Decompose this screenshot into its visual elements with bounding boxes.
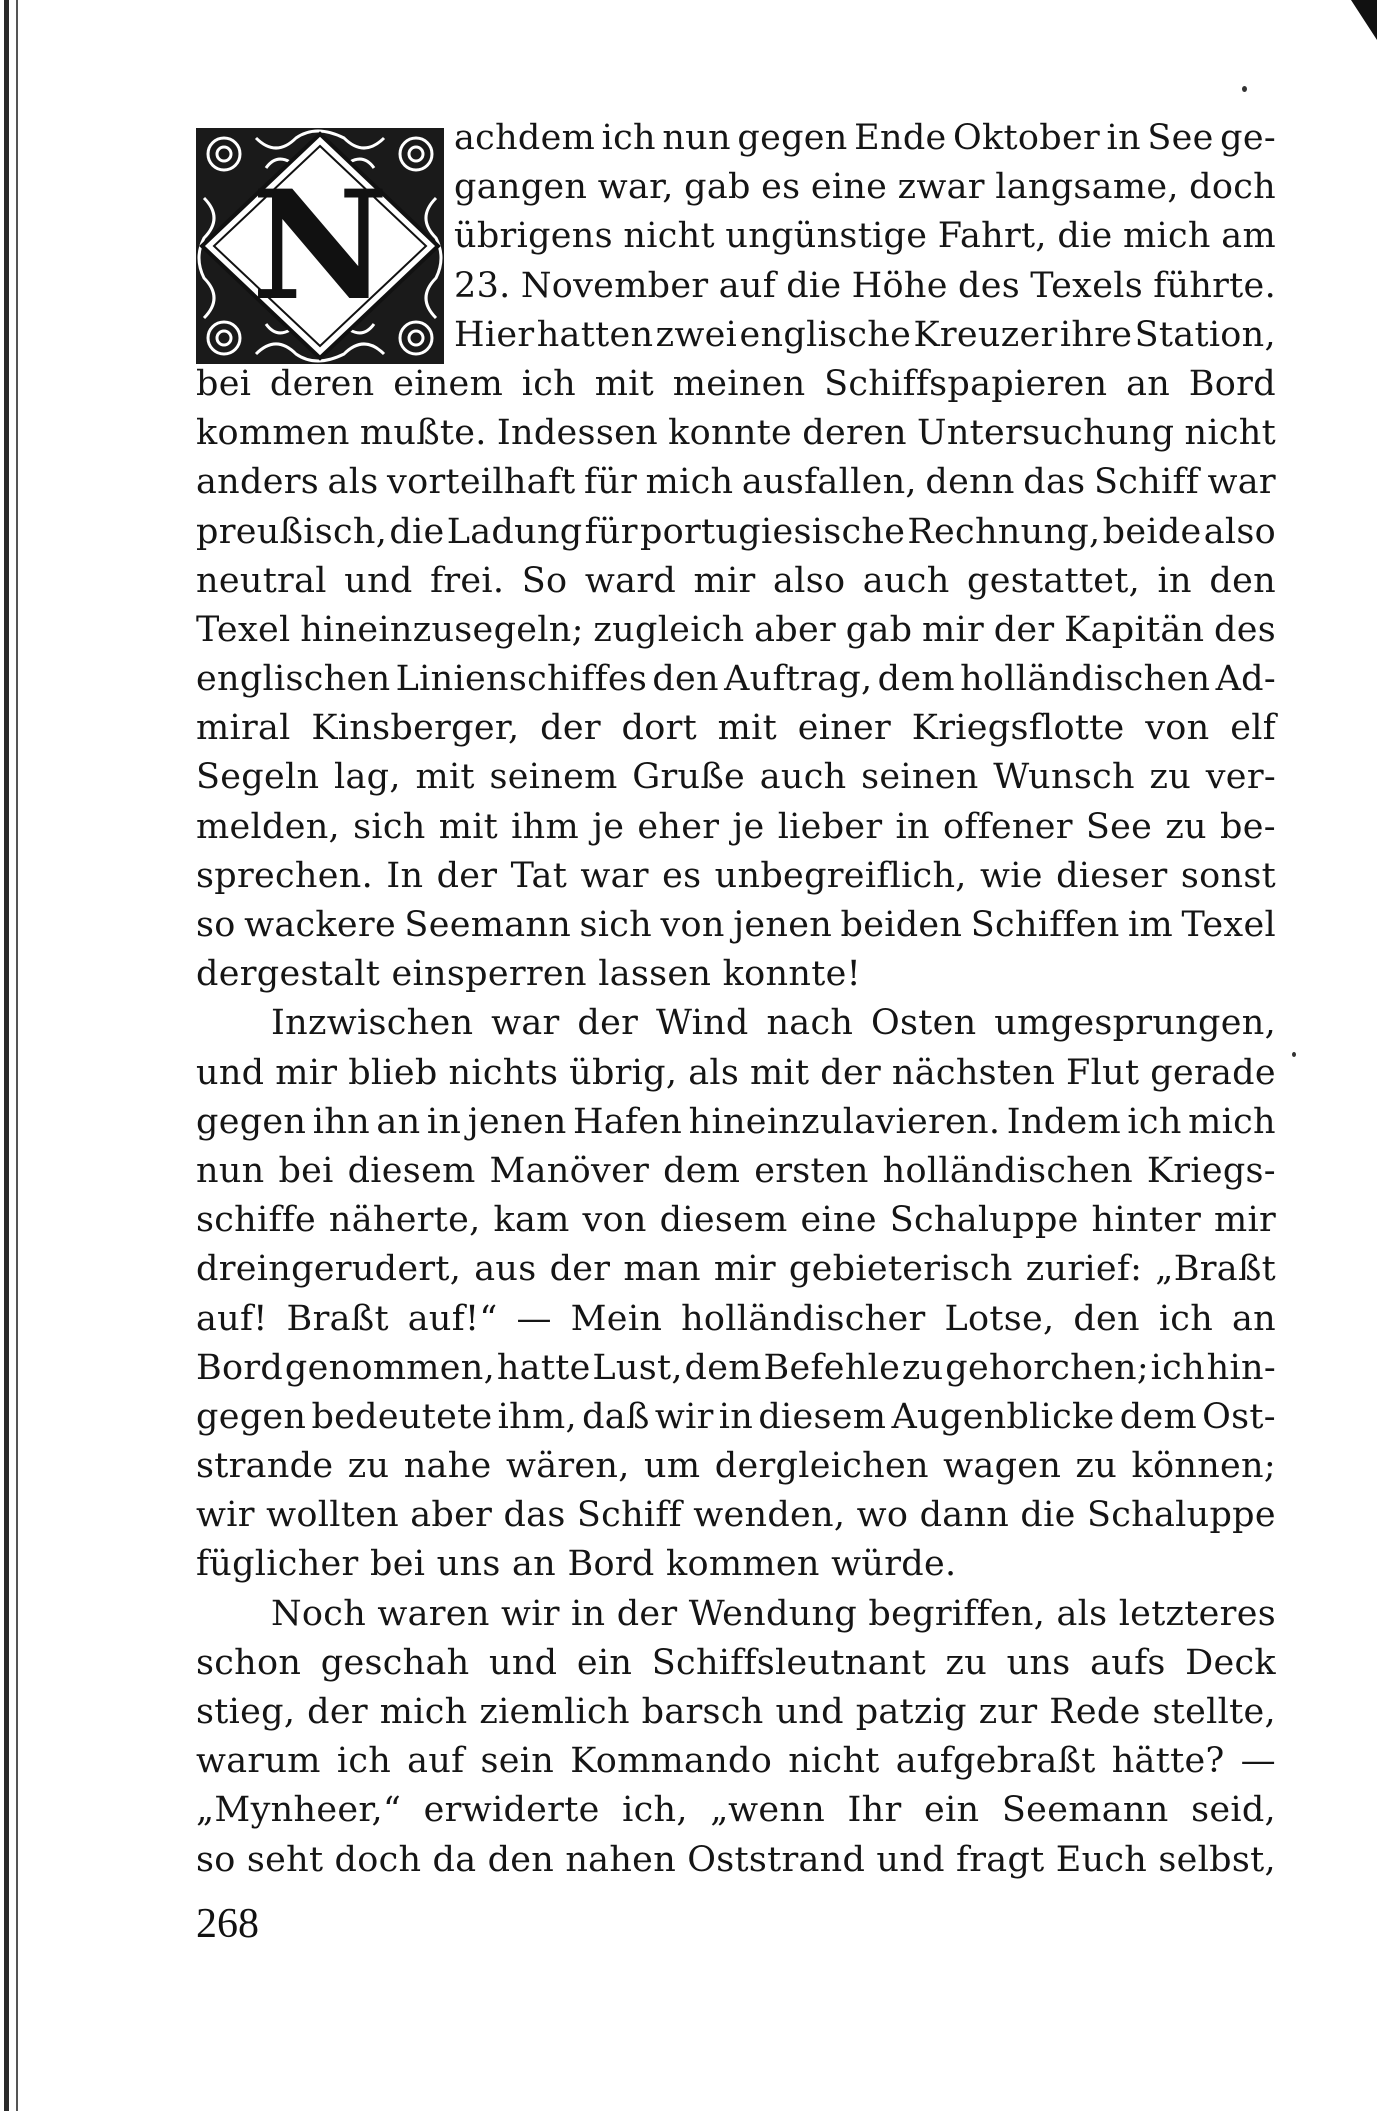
text-line: Hier hatten zwei englische Kreuzer ihre Station, [454,314,1276,355]
text-line: füglicher bei uns an Bord kommen würde. [196,1544,957,1585]
text-line: achdem ich nun gegen Ende Oktober in See ge- [454,118,1276,158]
dropcap-letter: N [251,158,389,334]
text-line: stieg, der mich ziemlich barsch und patzig zur Rede stellte, [196,1692,1276,1732]
text-line: dreingerudert, aus der man mir gebieterisch zurief: „Braßt [196,1249,1276,1290]
text-line: Segeln lag, mit seinem Gruße auch seinen Wunsch zu ver- [196,757,1276,798]
corner-mark [1351,0,1377,40]
speck [1292,1052,1296,1057]
text-line: gegen ihn an in jenen Hafen hineinzulavieren. Indem ich mich [196,1101,1276,1142]
text-line: Noch waren wir in der Wendung begriffen, als letzteres [271,1593,1276,1634]
text-line: dergestalt einsperren lassen konnte! [196,954,861,995]
text-line: wir wollten aber das Schiff wenden, wo dann die Schaluppe [196,1495,1276,1536]
text-line: anders als vorteilhaft für mich ausfallen, denn das Schiff war [196,462,1276,503]
text-line: Texel hineinzusegeln; zugleich aber gab mir der Kapitän des [196,609,1276,650]
text-line: melden, sich mit ihm je eher je lieber in offener See zu be- [196,806,1276,847]
text-line: schiffe näherte, kam von diesem eine Schaluppe hinter mir [196,1200,1276,1241]
text-line: Bord genommen, hatte Lust, dem Befehle zu gehorchen; ich hin- [196,1347,1276,1388]
text-line: sprechen. In der Tat war es unbegreiflich, wie dieser sonst [196,855,1276,896]
text-line: und mir blieb nichts übrig, als mit der nächsten Flut gerade [196,1052,1276,1093]
paragraph-2 [196,999,1276,1589]
text-line: so seht doch da den nahen Oststrand und fragt Euch selbst, [196,1839,1276,1880]
text-line: gangen war, gab es eine zwar langsame, doch [454,167,1276,208]
speck [1242,86,1247,92]
text-line: neutral und frei. So ward mir also auch gestattet, in den [196,560,1276,601]
text-line: englischen Linienschiffes den Auftrag, dem holländischen Ad- [196,659,1276,700]
text-line: „Mynheer,“ erwiderte ich, „wenn Ihr ein Seemann seid, [196,1790,1276,1831]
text-line: 23. November auf die Höhe des Texels führte. [454,265,1276,306]
text-line: miral Kinsberger, der dort mit einer Kriegsflotte von elf [196,708,1276,749]
text-line: warum ich auf sein Kommando nicht aufgebraßt hätte? — [196,1741,1276,1782]
paragraph-1 [196,360,1276,999]
page-edge-rule [4,0,9,2111]
page-edge-rule-inner [16,0,18,2111]
text-line: gegen bedeutete ihm, daß wir in diesem Augenblicke dem Ost- [196,1396,1276,1437]
page-number: 268 [196,1901,259,1947]
text-line: schon geschah und ein Schiffsleutnant zu uns aufs Deck [196,1642,1276,1683]
text-line: übrigens nicht ungünstige Fahrt, die mich am [454,216,1276,257]
text-line: auf! Braßt auf!“ — Mein holländischer Lotse, den ich an [196,1298,1276,1339]
page-text [196,114,1276,1885]
text-line: preußisch, die Ladung für portugiesische Rechnung, beide also [196,511,1276,552]
text-line: strande zu nahe wären, um dergleichen wagen zu können; [196,1446,1276,1487]
text-line: nun bei diesem Manöver dem ersten holländischen Kriegs- [196,1150,1276,1191]
text-line: kommen mußte. Indessen konnte deren Untersuchung nicht [196,413,1276,454]
paragraph-3 [196,1590,1276,1885]
first-paragraph-dropcap-lines [196,114,1276,360]
text-line: bei deren einem ich mit meinen Schiffspapieren an Bord [196,363,1276,404]
text-line: Inzwischen war der Wind nach Osten umgesprungen, [271,1003,1276,1044]
text-line: so wackere Seemann sich von jenen beiden Schiffen im Texel [196,905,1276,945]
